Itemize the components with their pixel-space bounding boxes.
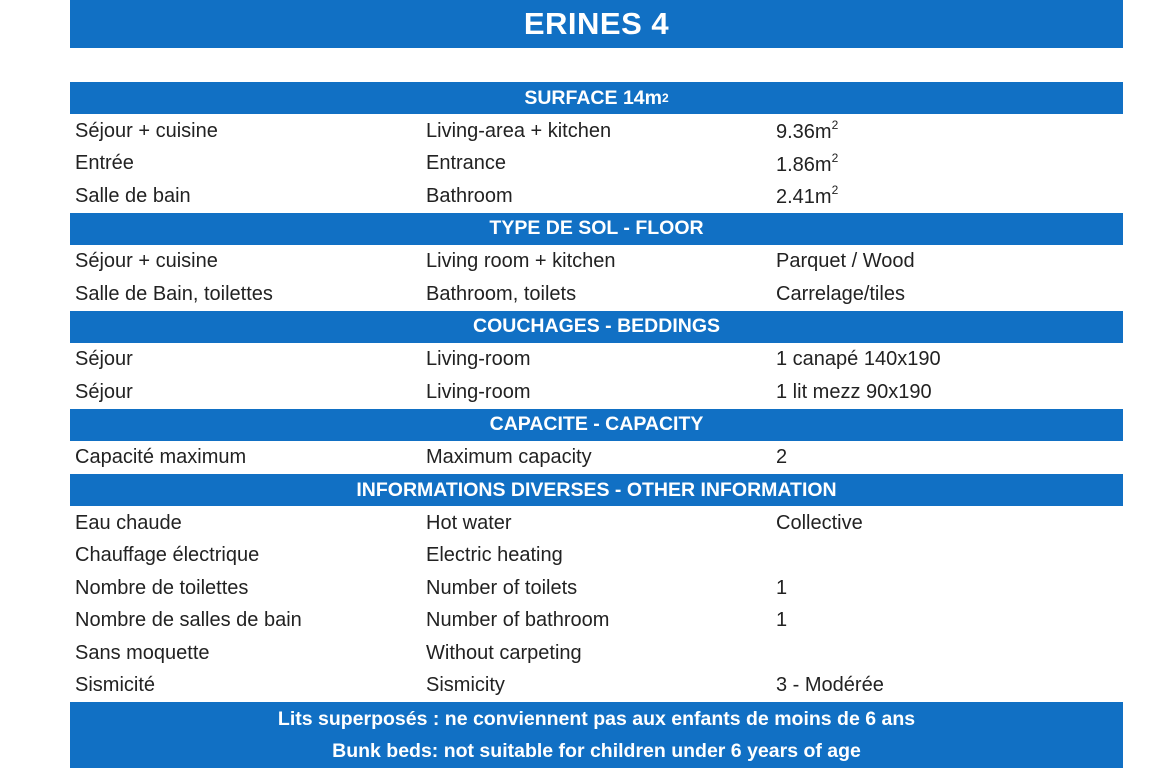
section-header-capacity: CAPACITE - CAPACITY — [70, 409, 1123, 442]
table-row — [70, 637, 1123, 670]
section-header-beddings: COUCHAGES - BEDDINGS — [70, 311, 1123, 344]
table-row — [70, 180, 1123, 213]
row-label-en: Electric heating — [426, 544, 563, 567]
section-header-surface — [70, 82, 1123, 115]
row-label-en: Living room + kitchen — [426, 250, 616, 273]
row-label-fr: Eau chaude — [75, 511, 182, 534]
row-value-text: 2.41m — [776, 186, 832, 209]
row-label-fr: Sans moquette — [75, 641, 210, 664]
row-value-text: 9.36m — [776, 121, 832, 144]
table-row — [70, 115, 1123, 148]
row-value-text: 1.86m — [776, 153, 832, 176]
row-label-fr: Sismicité — [75, 674, 156, 697]
row-value: 2 — [776, 446, 788, 469]
row-label-fr: Séjour + cuisine — [75, 250, 218, 273]
table-row — [70, 670, 1123, 703]
table-row — [70, 540, 1123, 573]
table-row — [70, 442, 1123, 475]
row-label-en: Bathroom — [426, 184, 513, 207]
row-label-en: Living-room — [426, 348, 531, 371]
row-label-en: Without carpeting — [426, 641, 582, 664]
table-row — [70, 278, 1123, 311]
table-row — [70, 148, 1123, 181]
row-label-fr: Entrée — [75, 152, 134, 175]
row-label-en: Hot water — [426, 511, 512, 534]
row-label-en: Bathroom, toilets — [426, 282, 577, 305]
row-label-en: Maximum capacity — [426, 446, 592, 469]
row-label-en: Number of toilets — [426, 576, 578, 599]
row-value-exponent: 2 — [831, 183, 839, 198]
property-sheet — [70, 82, 1123, 702]
page-title: ERINES 4 — [70, 0, 1123, 48]
section-header-other-information: INFORMATIONS DIVERSES - OTHER INFORMATION — [70, 474, 1123, 507]
row-label-fr: Salle de Bain, toilettes — [75, 282, 273, 305]
row-label-fr: Séjour — [75, 348, 133, 371]
table-row — [70, 605, 1123, 638]
row-value: 1 lit mezz 90x190 — [776, 380, 932, 403]
surface-header-unit-exponent: 2 — [661, 91, 669, 105]
section-header-floor: TYPE DE SOL - FLOOR — [70, 213, 1123, 246]
row-value: 3 - Modérée — [776, 674, 884, 697]
table-row — [70, 507, 1123, 540]
row-value: Carrelage/tiles — [776, 282, 905, 305]
table-row — [70, 572, 1123, 605]
warning-text-en: Bunk beds: not suitable for children under 6 years of age — [332, 740, 861, 762]
row-value — [771, 183, 1123, 209]
row-label-fr: Chauffage électrique — [75, 544, 260, 567]
row-label-fr: Capacité maximum — [75, 446, 247, 469]
table-row — [70, 246, 1123, 279]
row-value: 1 — [776, 609, 788, 632]
row-value: Collective — [776, 511, 863, 534]
row-value: 1 canapé 140x190 — [776, 348, 941, 371]
row-value: 1 — [776, 576, 788, 599]
section-header-surface-label: SURFACE 14m — [524, 86, 662, 109]
warning-text-fr: Lits superposés : ne conviennent pas aux enfants de moins de 6 ans — [277, 708, 916, 730]
row-value-exponent: 2 — [831, 118, 839, 133]
row-label-en: Number of bathroom — [426, 609, 610, 632]
row-label-en: Entrance — [426, 152, 507, 175]
row-label-en: Sismicity — [426, 674, 505, 697]
row-value: Parquet / Wood — [776, 250, 915, 273]
row-label-fr: Séjour + cuisine — [75, 119, 218, 142]
row-value-exponent: 2 — [831, 150, 839, 165]
row-label-fr: Nombre de toilettes — [75, 576, 249, 599]
row-label-en: Living-area + kitchen — [426, 119, 612, 142]
row-label-fr: Nombre de salles de bain — [75, 609, 302, 632]
row-label-fr: Séjour — [75, 380, 133, 403]
row-label-en: Living-room — [426, 380, 531, 403]
table-row — [70, 344, 1123, 377]
table-row — [70, 376, 1123, 409]
row-value — [771, 151, 1123, 177]
row-label-fr: Salle de bain — [75, 184, 191, 207]
row-value — [771, 118, 1123, 144]
bunk-bed-warning — [70, 702, 1123, 768]
